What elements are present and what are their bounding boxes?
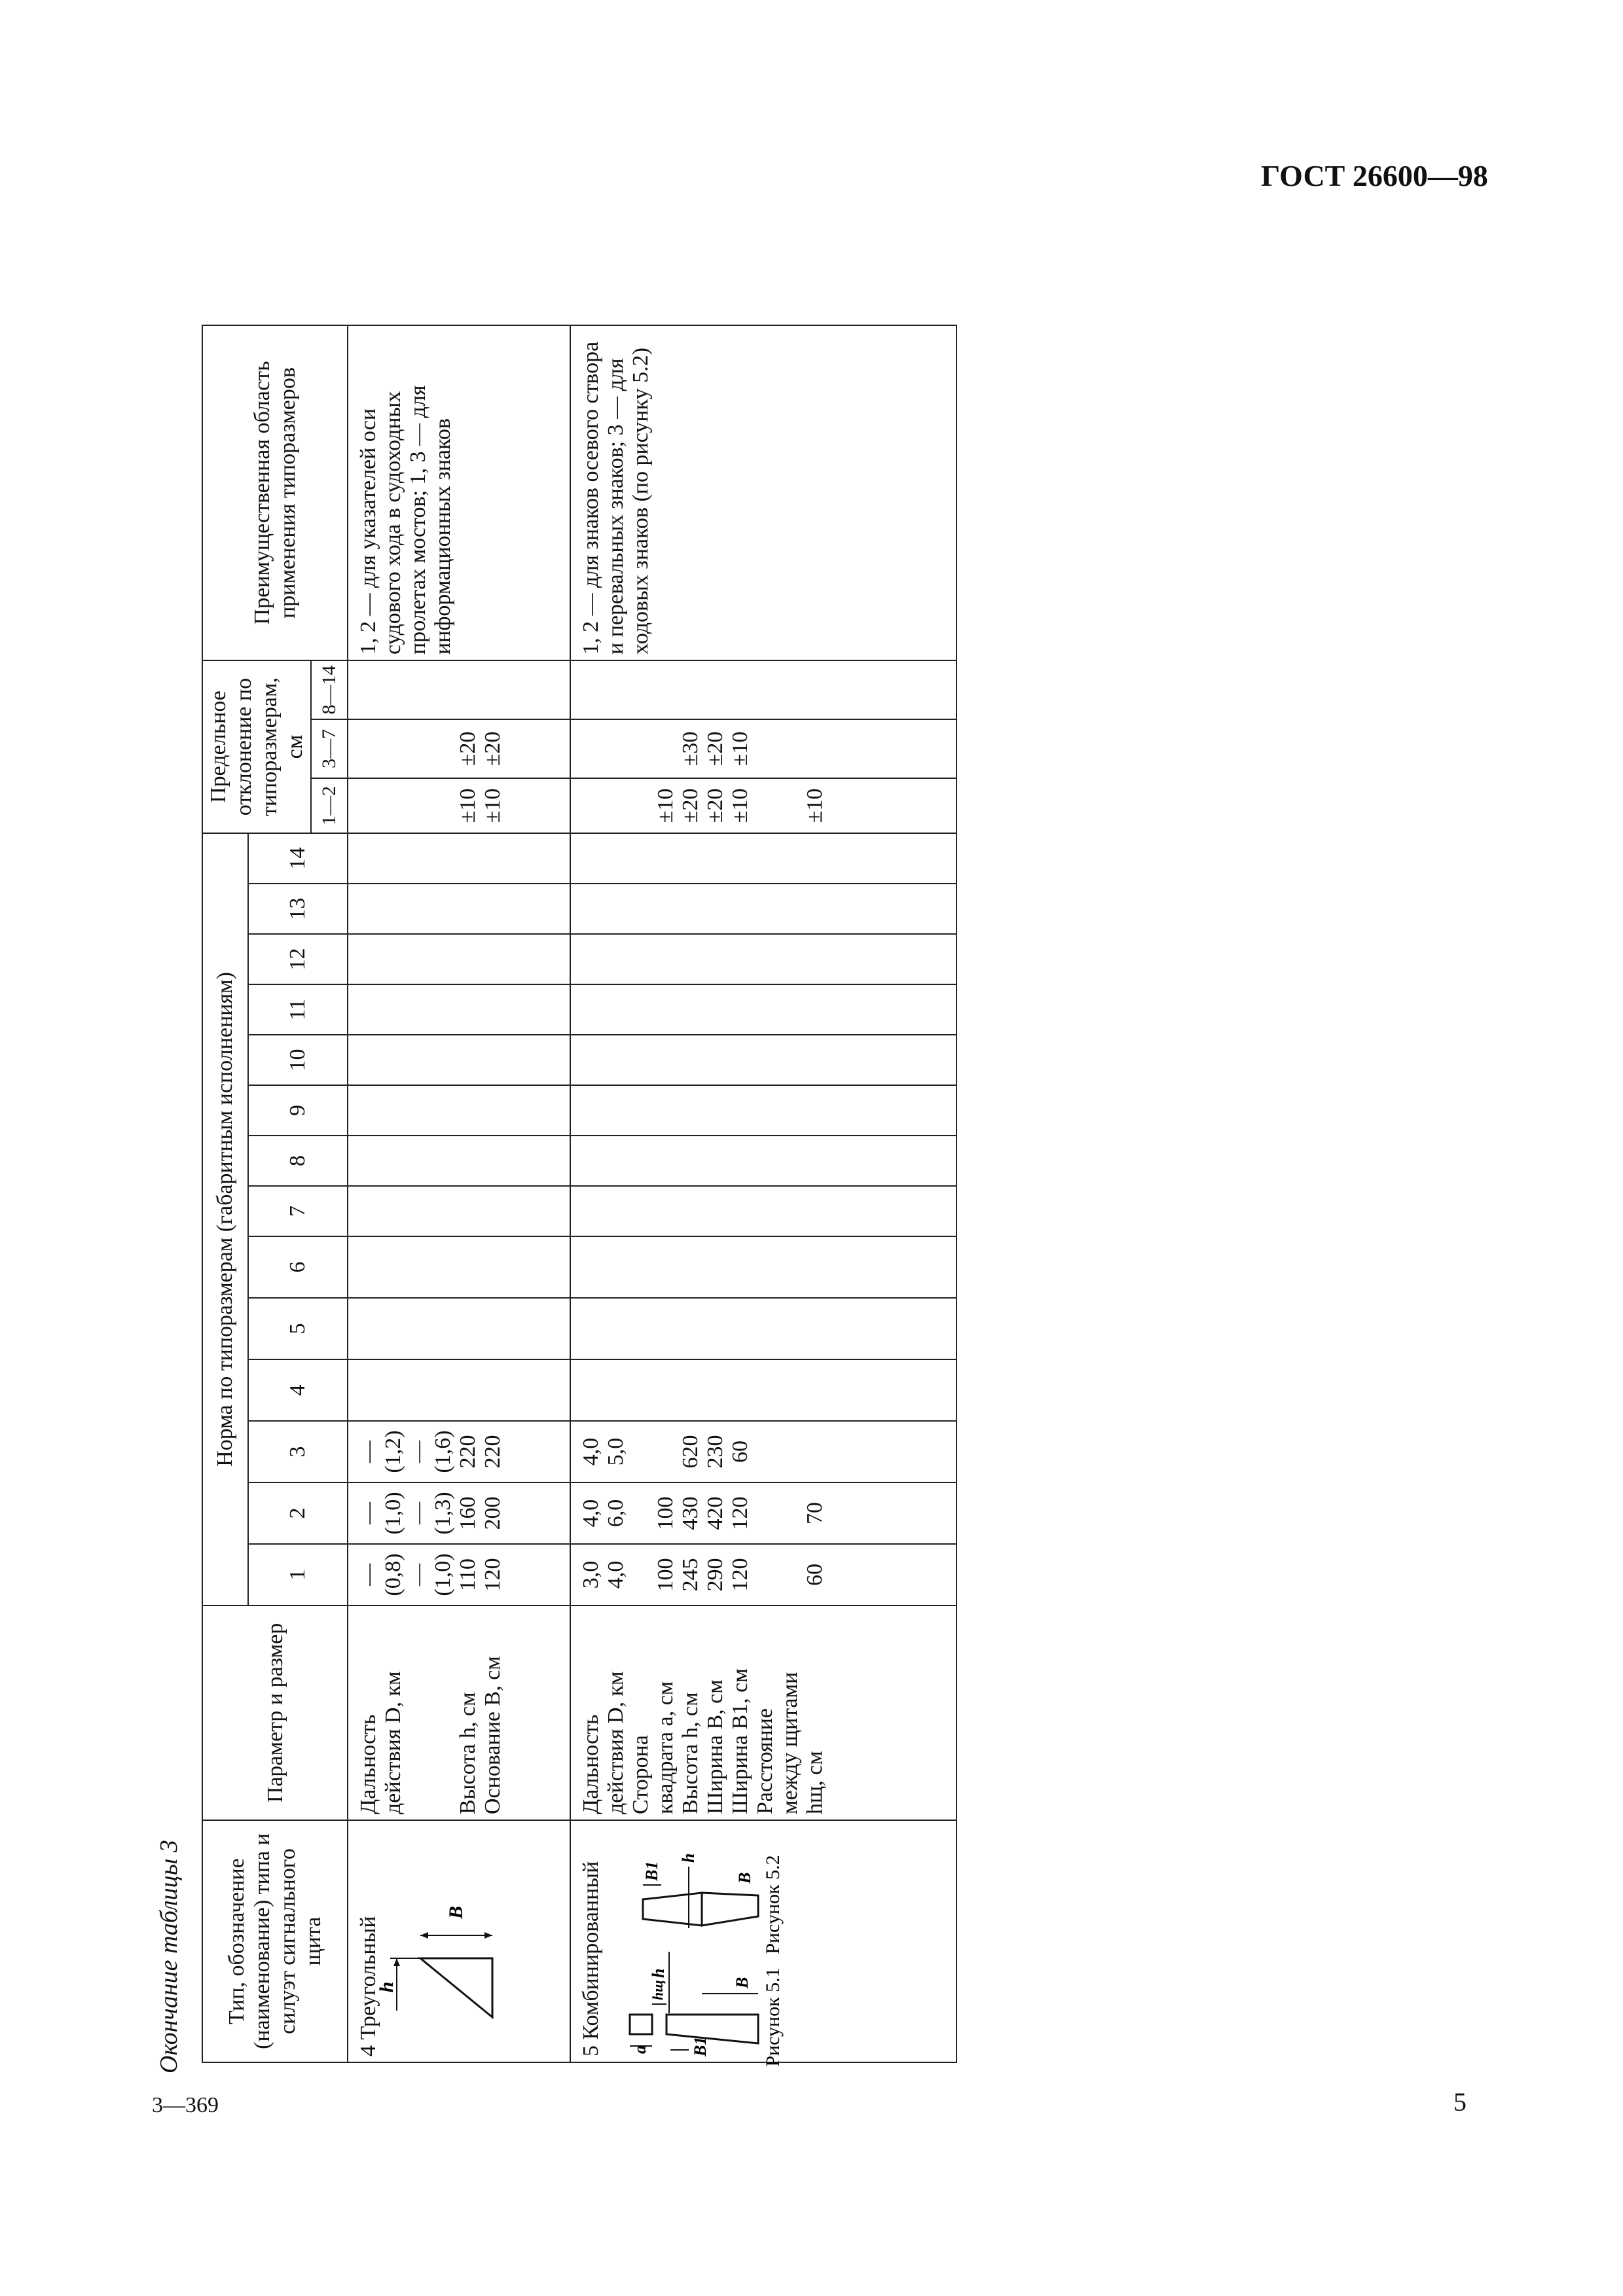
area-text: 1, 2 — для указателей оси судового хода в судоходных пролетах мостов; 1, 3 — для информационных знаков xyxy=(356,385,456,655)
size-header-12: 12 xyxy=(248,934,348,984)
param-line: hщ, см xyxy=(803,1751,828,1814)
value: — xyxy=(406,1564,431,1586)
figure-label: Рисунок 5.2 xyxy=(762,1855,784,1954)
value: 420 xyxy=(703,1496,728,1530)
value xyxy=(579,720,604,778)
param-line: Высота h, см xyxy=(456,1692,481,1814)
value xyxy=(629,1483,653,1543)
param-line: Дальность xyxy=(579,1714,604,1814)
type-name: 5 Комбинированный xyxy=(579,1861,604,2056)
value: ±20 xyxy=(703,731,728,766)
value xyxy=(753,1483,778,1543)
empty-cell xyxy=(348,1136,570,1186)
value xyxy=(629,1422,653,1482)
empty-cell xyxy=(348,1236,570,1298)
value: 220 xyxy=(481,1435,505,1469)
lower-trapezoid xyxy=(702,1893,758,1926)
value: ±10 xyxy=(728,788,753,823)
empty-cell xyxy=(348,1186,570,1236)
table-caption: Окончание таблицы 3 xyxy=(155,1840,183,2073)
value: 3,0 xyxy=(579,1560,604,1589)
deviation-cell-3-7 xyxy=(348,719,570,778)
value: ±10 xyxy=(653,788,678,823)
value xyxy=(604,779,629,833)
value: 120 xyxy=(728,1496,753,1530)
value: 120 xyxy=(728,1558,753,1592)
empty-cell xyxy=(570,934,957,984)
param-line: действия D, км xyxy=(604,1671,629,1814)
value xyxy=(753,779,778,833)
value-cell-size-1 xyxy=(570,1544,957,1605)
dim-label-b: B xyxy=(445,1905,467,1919)
value: — xyxy=(356,1564,381,1586)
value xyxy=(753,720,778,778)
dim-label-b: B xyxy=(735,1872,755,1884)
deviation-cell-3-7 xyxy=(570,719,957,778)
empty-cell xyxy=(348,1359,570,1421)
value xyxy=(356,779,381,833)
param-line: Ширина B, см xyxy=(703,1679,728,1814)
value xyxy=(381,720,406,778)
value: 6,0 xyxy=(604,1499,629,1528)
value: 4,0 xyxy=(604,1560,629,1589)
arrow-head xyxy=(420,1932,428,1939)
dim-label-h: h xyxy=(679,1853,699,1863)
param-line: Ширина B1, см xyxy=(728,1668,753,1814)
upper-trapezoid xyxy=(643,1893,702,1926)
value: 200 xyxy=(481,1496,505,1530)
empty-cell xyxy=(570,884,957,934)
dim-label-b1: B1 xyxy=(691,2036,710,2056)
value: ±30 xyxy=(678,731,703,766)
value: — xyxy=(406,1502,431,1524)
trapezoid-board xyxy=(666,2015,758,2043)
dim-label-h: h xyxy=(649,1968,668,1978)
square-board xyxy=(630,2015,652,2034)
empty-cell xyxy=(348,884,570,934)
dev-group-3: 8—14 xyxy=(311,660,348,719)
value: 430 xyxy=(678,1496,703,1530)
value: (1,0) xyxy=(381,1492,406,1535)
value: — xyxy=(356,1502,381,1524)
value: 120 xyxy=(481,1558,505,1592)
param-line: квадрата a, см xyxy=(653,1681,678,1814)
value: 220 xyxy=(456,1435,481,1469)
dim-label-b: B xyxy=(733,1977,752,1988)
area-cell xyxy=(348,325,570,660)
value: (1,3) xyxy=(431,1492,456,1535)
empty-cell xyxy=(348,1035,570,1085)
value xyxy=(406,779,431,833)
value xyxy=(653,1422,678,1482)
value xyxy=(431,720,456,778)
empty-cell xyxy=(570,1298,957,1359)
area-cell xyxy=(570,325,957,660)
value-cell-size-1 xyxy=(348,1544,570,1605)
page-number: 5 xyxy=(1453,2087,1467,2117)
param-line: Основание B, см xyxy=(481,1656,505,1814)
header-deviation: Предельное отклонение по типоразмерам, см xyxy=(202,660,311,833)
value: 100 xyxy=(653,1558,678,1592)
type-cell-triangular xyxy=(348,1820,570,2062)
value xyxy=(629,1545,653,1605)
figure-5-2 xyxy=(642,1854,784,1954)
param-line: Расстояние xyxy=(753,1708,778,1814)
parameters-table xyxy=(202,325,957,2067)
value-cell-size-3 xyxy=(348,1421,570,1482)
empty-cell xyxy=(570,833,957,884)
value xyxy=(778,1545,803,1605)
value xyxy=(579,779,604,833)
combined-silhouettes xyxy=(604,1826,892,2067)
value xyxy=(803,1422,828,1482)
param-line: Высота h, см xyxy=(678,1692,703,1814)
value xyxy=(653,720,678,778)
area-text: 1, 2 — для знаков осевого створа и перевальных знаков; 3 — для ходовых знаков (по рисунку 5.2) xyxy=(579,341,653,655)
value: ±10 xyxy=(481,788,505,823)
empty-cell xyxy=(348,1085,570,1136)
value: ±20 xyxy=(703,788,728,823)
value: ±10 xyxy=(803,788,828,823)
value: — xyxy=(406,1441,431,1463)
empty-cell xyxy=(348,934,570,984)
param-cell xyxy=(570,1605,957,1820)
value: 160 xyxy=(456,1496,481,1530)
value: — xyxy=(356,1441,381,1463)
value: ±10 xyxy=(456,788,481,823)
size-header-4: 4 xyxy=(248,1359,348,1421)
dim-label-a: a xyxy=(630,2045,650,2054)
value: ±20 xyxy=(678,788,703,823)
value: 70 xyxy=(803,1502,828,1524)
param-line: Сторона xyxy=(629,1735,653,1814)
value: 110 xyxy=(456,1558,481,1591)
value: 245 xyxy=(678,1558,703,1592)
param-line: Дальность xyxy=(356,1714,381,1814)
param-line xyxy=(431,1611,456,1814)
triangle-shape xyxy=(420,1958,492,2017)
value xyxy=(356,720,381,778)
value xyxy=(778,720,803,778)
value: (1,2) xyxy=(381,1430,406,1473)
empty-cell xyxy=(570,1359,957,1421)
value: (1,0) xyxy=(431,1553,456,1596)
value: 100 xyxy=(653,1496,678,1530)
param-line: между щитами xyxy=(778,1672,803,1814)
value: ±10 xyxy=(728,731,753,766)
value: (0,8) xyxy=(381,1553,406,1596)
empty-cell xyxy=(348,1298,570,1359)
value xyxy=(753,1545,778,1605)
empty-cell xyxy=(570,1186,957,1236)
deviation-cell-8-14 xyxy=(570,660,957,719)
size-header-13: 13 xyxy=(248,884,348,934)
param-cell xyxy=(348,1605,570,1820)
figure-label: Рисунок 5.1 xyxy=(762,1967,784,2067)
value xyxy=(753,1422,778,1482)
empty-cell xyxy=(570,1236,957,1298)
value: 4,0 xyxy=(579,1499,604,1528)
value: 290 xyxy=(703,1558,728,1592)
value xyxy=(778,1483,803,1543)
size-header-2: 2 xyxy=(248,1482,348,1544)
arrow-head xyxy=(484,1932,492,1939)
empty-cell xyxy=(570,1035,957,1085)
header-area: Преимущественная область применения типоразмеров xyxy=(202,325,348,660)
param-line xyxy=(406,1611,431,1814)
deviation-cell-1-2 xyxy=(570,778,957,833)
size-header-7: 7 xyxy=(248,1186,348,1236)
table-row xyxy=(348,325,570,2062)
size-header-9: 9 xyxy=(248,1085,348,1136)
dim-label-h: h xyxy=(376,1981,398,1993)
value: ±20 xyxy=(456,731,481,766)
triangle-silhouette xyxy=(376,1834,542,2056)
param-line: действия D, км xyxy=(381,1671,406,1814)
value xyxy=(406,720,431,778)
size-header-5: 5 xyxy=(248,1298,348,1359)
value xyxy=(803,720,828,778)
dim-label-hsh: hщ xyxy=(649,1980,666,2000)
empty-cell xyxy=(570,1136,957,1186)
dev-group-1: 1—2 xyxy=(311,778,348,833)
size-header-8: 8 xyxy=(248,1136,348,1186)
deviation-cell-1-2 xyxy=(348,778,570,833)
header-norm: Норма по типоразмерам (габаритным исполнениям) xyxy=(202,833,248,1605)
size-header-3: 3 xyxy=(248,1421,348,1482)
value xyxy=(778,1422,803,1482)
dev-group-2: 3—7 xyxy=(311,719,348,778)
type-name: 4 Треугольный xyxy=(356,1916,381,2056)
value-cell-size-2 xyxy=(570,1482,957,1544)
empty-cell xyxy=(570,1085,957,1136)
value xyxy=(604,720,629,778)
size-header-6: 6 xyxy=(248,1236,348,1298)
header-param: Параметр и размер xyxy=(202,1605,348,1820)
header-type: Тип, обозначение (наименование) типа и силуэт сигнального щита xyxy=(202,1820,348,2062)
standard-number: ГОСТ 26600—98 xyxy=(1261,159,1488,192)
deviation-cell-8-14 xyxy=(348,660,570,719)
figure-5-1 xyxy=(630,1952,784,2067)
rotated-table-block xyxy=(155,254,1006,2073)
table-row xyxy=(570,325,957,2062)
footer-code: 3—369 xyxy=(152,2093,219,2117)
type-cell-combined xyxy=(570,1820,957,2067)
value: 230 xyxy=(703,1435,728,1469)
value-cell-size-2 xyxy=(348,1482,570,1544)
size-header-14: 14 xyxy=(248,833,348,884)
empty-cell xyxy=(570,984,957,1035)
value xyxy=(381,779,406,833)
value: (1,6) xyxy=(431,1430,456,1473)
value: 4,0 xyxy=(579,1437,604,1466)
empty-cell xyxy=(348,833,570,884)
value xyxy=(431,779,456,833)
value: 60 xyxy=(803,1564,828,1586)
value: ±20 xyxy=(481,731,505,766)
value xyxy=(778,779,803,833)
size-header-1: 1 xyxy=(248,1544,348,1605)
value xyxy=(629,720,653,778)
value: 60 xyxy=(728,1441,753,1463)
size-header-10: 10 xyxy=(248,1035,348,1085)
value: 5,0 xyxy=(604,1437,629,1466)
empty-cell xyxy=(348,984,570,1035)
value xyxy=(629,779,653,833)
size-header-11: 11 xyxy=(248,984,348,1035)
value: 620 xyxy=(678,1435,703,1469)
dim-label-b1: B1 xyxy=(642,1861,662,1881)
value-cell-size-3 xyxy=(570,1421,957,1482)
arrow-head xyxy=(393,1958,400,1966)
